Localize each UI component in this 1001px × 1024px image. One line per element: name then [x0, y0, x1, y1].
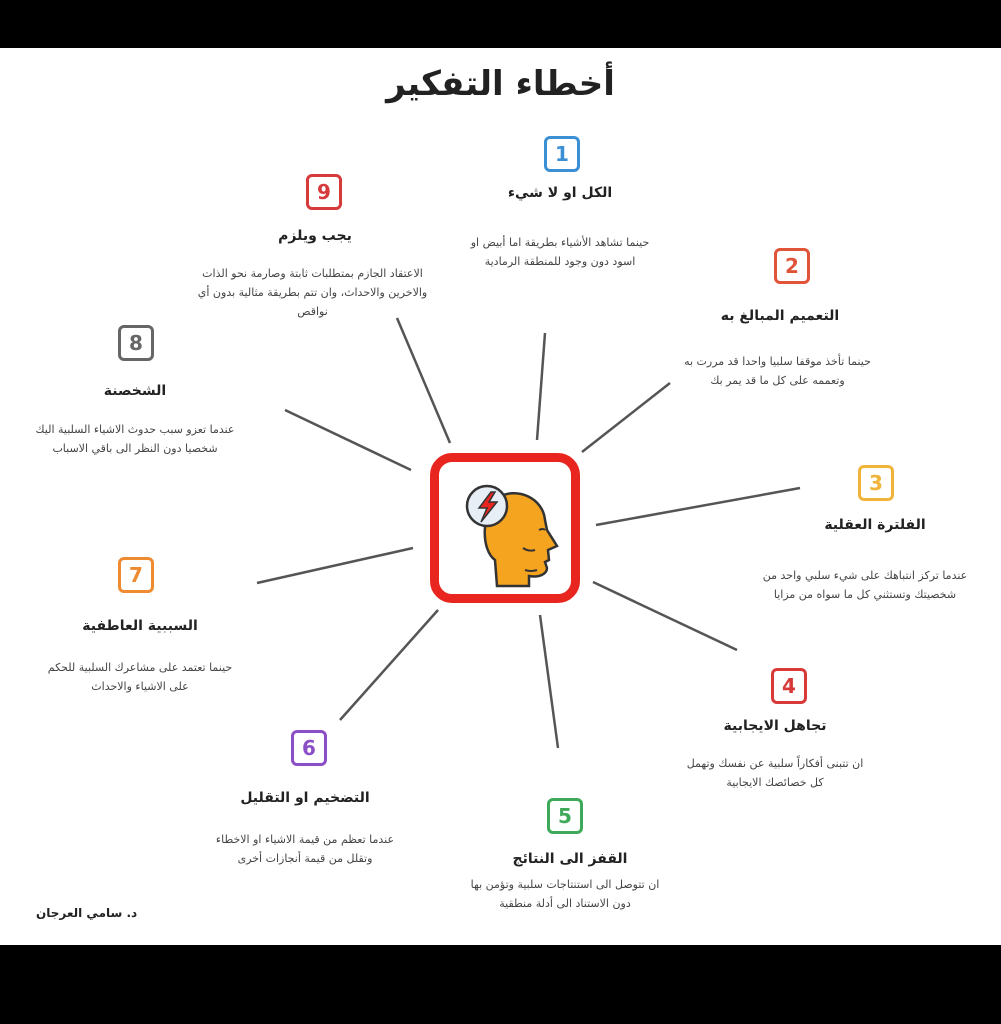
badge-number: 7: [129, 563, 143, 587]
connector-8: [285, 410, 411, 470]
badge-4: [771, 668, 807, 704]
heading-1: الكل او لا شيء: [507, 185, 613, 201]
badge-2: [774, 248, 810, 284]
description-8: عندما تعزو سبب حدوث الاشياء السلبية اليك شخصيا دون النظر الى باقي الاسباب: [35, 423, 235, 455]
heading-4: تجاهل الايجابية: [723, 718, 827, 734]
heading-9: يجب ويلزم: [278, 228, 352, 244]
badge-number: 1: [555, 142, 569, 166]
connector-9: [397, 318, 450, 443]
badge-7: [118, 557, 154, 593]
badge-5: [547, 798, 583, 834]
connector-1: [537, 333, 545, 440]
connector-6: [340, 610, 438, 720]
heading-2: التعميم المبالغ به: [720, 308, 840, 324]
center-box: [430, 453, 580, 603]
diagram-title: أخطاء التفكير: [386, 64, 615, 104]
head-with-lightning-icon: [439, 462, 571, 594]
badge-number: 4: [782, 674, 796, 698]
badge-number: 8: [129, 331, 143, 355]
connector-3: [596, 488, 800, 525]
description-5: ان تتوصل الى استنتاجات سلبية وتؤمن بها دون الاستناد الى أدلة منطقية: [470, 878, 660, 910]
badge-number: 2: [785, 254, 799, 278]
connector-2: [582, 383, 670, 452]
description-3: عندما تركز انتباهك على شيء سلبي واحد من شخصيتك وتستثني كل ما سواه من مزايا: [762, 569, 968, 601]
badge-number: 3: [869, 471, 883, 495]
heading-8: الشخصنة: [103, 383, 167, 399]
connector-4: [593, 582, 737, 650]
badge-number: 9: [317, 180, 331, 204]
description-7: حينما تعتمد على مشاعرك السلبية للحكم على الاشياء والاحداث: [47, 661, 233, 693]
heading-7: السببية العاطفية: [82, 618, 198, 634]
description-9: الاعتقاد الجازم بمتطلبات ثابتة وصارمة نحو الذات والاخرين والاحداث، وان تتم بطريقة مثالية بدون أي نواقص: [197, 267, 428, 318]
badge-3: [858, 465, 894, 501]
heading-6: التضخيم او التقليل: [240, 790, 370, 806]
badge-9: [306, 174, 342, 210]
heading-3: الفلترة العقلية: [824, 517, 926, 533]
badge-6: [291, 730, 327, 766]
description-6: عندما تعظم من قيمة الاشياء او الاخطاء وتقلل من قيمة أنجازات أخرى: [215, 833, 395, 865]
badge-1: [544, 136, 580, 172]
heading-5: القفز الى النتائج: [512, 851, 628, 867]
description-1: حينما تشاهد الأشياء بطريقة اما أبيض او اسود دون وجود للمنطقة الرمادية: [470, 236, 650, 268]
connector-5: [540, 615, 558, 748]
author-credit: د. سامي العرجان: [36, 906, 138, 920]
badge-8: [118, 325, 154, 361]
badge-number: 5: [558, 804, 572, 828]
description-4: ان تتبنى أفكاراً سلبية عن نفسك وتهمل كل خصائصك الايجابية: [686, 757, 864, 789]
description-2: حينما تأخذ موقفا سلبيا واحدا قد مررت به وتعممه على كل ما قد يمر بك: [684, 355, 871, 387]
badge-number: 6: [302, 736, 316, 760]
connector-7: [257, 548, 413, 583]
